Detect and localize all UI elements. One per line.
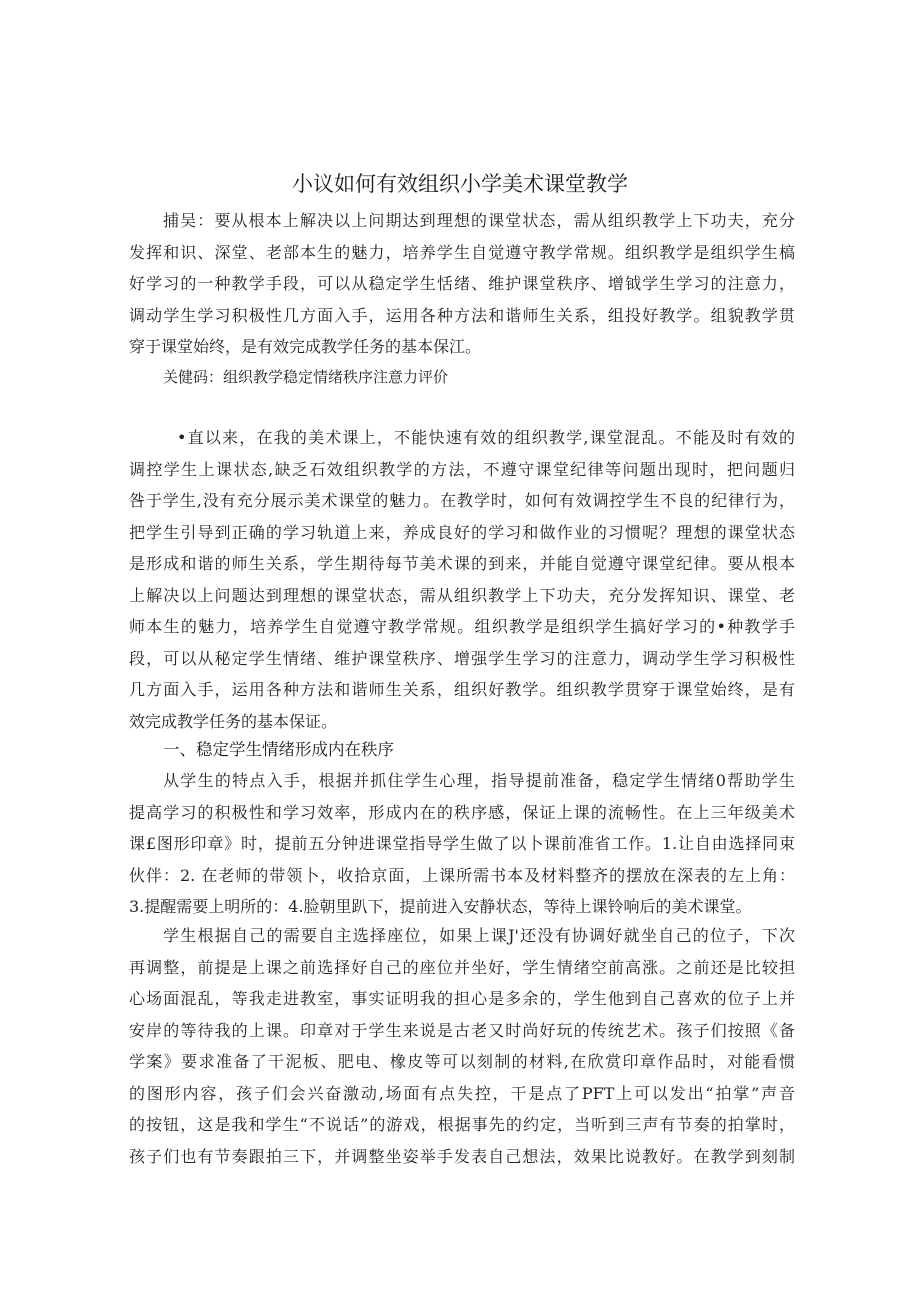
abstract-line: 发挥和识、深堂、老部本生的魅力，培养学生自觉遵守教学常规。组织教学是组织学生槁 <box>129 242 795 262</box>
section-line: 提高学习的积极性和学习效率，形成内在的秩序感，保证上课的流畅性。在上三年级美术 <box>129 802 795 822</box>
section-line: 学生根据自己的需要自主选择座位，如果上课J'还没有协调好就坐自己的位子，下次 <box>163 926 795 945</box>
abstract-line: 调动学生学习积极性几方面入手，运用各种方法和谐师生关系，组投好教学。组貌教学贯 <box>129 305 795 325</box>
section-paragraph-1 <box>129 765 795 923</box>
section-line: 3.提醒需要上明所的：4.脸朝里趴下，提前进入安静状态，等待上课铃响后的美术课堂。 <box>129 897 752 916</box>
keywords-line: 关健码：组织教学稳定情绪秩序注意力评价 <box>163 368 449 386</box>
section-paragraph-2 <box>129 920 795 1172</box>
abstract-paragraph <box>129 205 795 363</box>
intro-line: 段，可以从秘定学生情绪、维护课堂秩序、增强学生学习的注意力，调动学生学习积极性 <box>129 648 795 668</box>
section-line: 的按钮，这是我和学生“不说话”的游戏，根据事先的约定，当听到三声有节奏的拍掌时， <box>129 1115 795 1134</box>
abstract-line: 穿于课堂始终，是有效完成教学任务的基本保江。 <box>129 337 482 356</box>
intro-line: 调控学生上课状态,缺乏石效组织教学的方法，不遵守课堂纪律等问题出现时，把问题归 <box>129 459 795 479</box>
section-line: 从学生的特点入手，根据并抓住学生心理，指导提前准备，稳定学生情绪0帮助学生 <box>163 771 795 790</box>
section-line: 的图形内容，孩子们会兴奋激动,场面有点失控，干是点了PFT上可以发出“拍掌”声音 <box>129 1083 795 1103</box>
section-line: 再调整，前提是上课之前选择好自己的座位并坐好，学生情绪空前高涨。之前还是比较担 <box>129 957 795 977</box>
abstract-line: 好学习的一种教学手段，可以从稳定学生恬绪、维护课堂秩序、增钺学生学习的注意力， <box>129 274 795 293</box>
intro-line: 上解决以上问题达到理想的课堂状态，需从组织教学上下功夫，充分发挥知识、课堂、老 <box>129 585 795 605</box>
intro-line: 效完成教学任务的基本保证。 <box>129 711 338 731</box>
abstract-line: 捕吴：要从根本上解决以上问期达到理想的课堂状态，需从组织教学上下功夫，充分 <box>163 211 795 230</box>
intro-line: •直以来，在我的美术课上，不能快速有效的组织教学,课堂混乱。不能及时有效的 <box>177 428 795 447</box>
section-line: 学案》要求准备了干泥板、肥电、橡皮等可以刻制的材料,在欣赏印章作品时，对能看惯 <box>129 1052 795 1071</box>
document-title: 小议如何有效组织小学美术课堂教学 <box>292 172 628 196</box>
intro-line: 几方面入手，运用各种方法和谐师生关系，组织好教学。组织教学贯穿于课堂始终，是有 <box>129 680 795 699</box>
section-line: 安岸的等待我的上课。印章对于学生来说是古老又时尚好玩的传统艺术。孩子们按照《备 <box>129 1020 795 1040</box>
intro-line: 师本生的魅力，培养学生自觉遵守教学常规。组织教学是组织学生搞好学习的•种教学手 <box>129 617 795 636</box>
section-line: 课£图形印章》时，提前五分钟进课堂指导学生做了以卜课前准省工作。1.让自由选择同束 <box>129 834 795 853</box>
section-line: 心场面混乱，等我走进教室，事实证明我的担心是多余的，学生他到自己喜欢的位子上并 <box>129 989 795 1008</box>
section-heading: 一、稳定学生情绪形成内在秩序 <box>163 740 394 759</box>
intro-line: 咎于学生,没有充分展示美术课堂的魅力。在教学时，如何有效调控学生不良的纪律行为， <box>129 491 795 510</box>
section-line: 孩子们也有节奏跟拍三下，并调整坐姿举手发表自己想法，效果比说教好。在教学到刻制 <box>129 1146 795 1166</box>
intro-line: 把学生引导到正确的学习轨道上来，养成良好的学习和做作业的习惯呢？理想的课堂状态 <box>129 522 795 542</box>
section-line: 伙伴：2. 在老师的带领卜，收拾京面，上课所需书本及材料整齐的摆放在深表的左上角： <box>129 865 795 885</box>
intro-line: 是形成和谐的师生关系，学生期待每节美术课的到来，并能自觉遵守课堂纪律。要从根本 <box>129 554 795 573</box>
intro-paragraph <box>129 422 795 737</box>
